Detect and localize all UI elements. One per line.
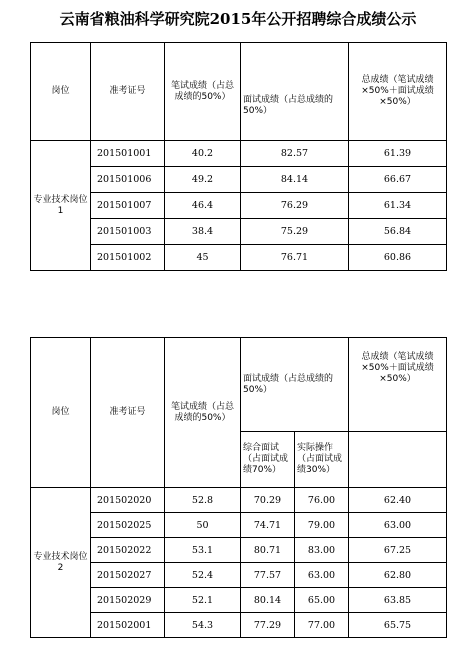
composite-interview-cell: 77.57	[241, 563, 295, 588]
composite-interview-cell: 80.14	[241, 588, 295, 613]
exam-number-cell: 201501003	[91, 219, 165, 245]
table-row	[31, 613, 447, 638]
interview-score-cell: 75.29	[241, 219, 349, 245]
exam-number-cell: 201502022	[91, 538, 165, 563]
table-row	[31, 245, 447, 271]
table-row	[31, 513, 447, 538]
written-score-cell: 53.1	[165, 538, 241, 563]
total-score-cell: 60.86	[349, 245, 447, 271]
table-row	[31, 588, 447, 613]
table-row	[31, 488, 447, 513]
composite-interview-cell: 74.71	[241, 513, 295, 538]
written-score-cell: 52.1	[165, 588, 241, 613]
exam-number-cell: 201501001	[91, 141, 165, 167]
score-table-post-1	[30, 42, 447, 271]
table-row	[31, 141, 447, 167]
table-row	[31, 538, 447, 563]
total-score-cell: 61.39	[349, 141, 447, 167]
header-practical-operation: 实际操作（占面试成绩30%）	[295, 432, 349, 488]
written-score-cell: 38.4	[165, 219, 241, 245]
header-total-score: 总成绩（笔试成绩×50%＋面试成绩×50%）	[349, 43, 447, 141]
written-score-cell: 52.4	[165, 563, 241, 588]
written-score-cell: 45	[165, 245, 241, 271]
header-interview-score: 面试成绩（占总成绩的50%）	[241, 43, 349, 141]
header-position: 岗位	[31, 338, 91, 488]
total-score-cell: 62.40	[349, 488, 447, 513]
header-total-blank	[349, 432, 447, 488]
table-row	[31, 193, 447, 219]
composite-interview-cell: 80.71	[241, 538, 295, 563]
interview-score-cell: 82.57	[241, 141, 349, 167]
written-score-cell: 54.3	[165, 613, 241, 638]
total-score-cell: 56.84	[349, 219, 447, 245]
composite-interview-cell: 70.29	[241, 488, 295, 513]
header-exam-number: 准考证号	[91, 338, 165, 488]
practical-operation-cell: 79.00	[295, 513, 349, 538]
interview-score-cell: 76.29	[241, 193, 349, 219]
practical-operation-cell: 77.00	[295, 613, 349, 638]
total-score-cell: 67.25	[349, 538, 447, 563]
exam-number-cell: 201502025	[91, 513, 165, 538]
total-score-cell: 62.80	[349, 563, 447, 588]
header-written-score: 笔试成绩（占总成绩的50%）	[165, 43, 241, 141]
position-cell: 专业技术岗位1	[31, 141, 91, 271]
header-total-score: 总成绩（笔试成绩×50%＋面试成绩×50%）	[349, 338, 447, 432]
total-score-cell: 63.00	[349, 513, 447, 538]
written-score-cell: 50	[165, 513, 241, 538]
exam-number-cell: 201502027	[91, 563, 165, 588]
written-score-cell: 40.2	[165, 141, 241, 167]
exam-number-cell: 201501006	[91, 167, 165, 193]
exam-number-cell: 201501002	[91, 245, 165, 271]
practical-operation-cell: 63.00	[295, 563, 349, 588]
total-score-cell: 66.67	[349, 167, 447, 193]
score-table-post-2	[30, 337, 447, 638]
practical-operation-cell: 65.00	[295, 588, 349, 613]
written-score-cell: 52.8	[165, 488, 241, 513]
table-header-row	[31, 43, 447, 141]
header-composite-interview: 综合面试（占面试成绩70%）	[241, 432, 295, 488]
written-score-cell: 46.4	[165, 193, 241, 219]
written-score-cell: 49.2	[165, 167, 241, 193]
interview-score-cell: 84.14	[241, 167, 349, 193]
exam-number-cell: 201502029	[91, 588, 165, 613]
table-row	[31, 219, 447, 245]
table-header-row	[31, 338, 447, 432]
composite-interview-cell: 77.29	[241, 613, 295, 638]
practical-operation-cell: 76.00	[295, 488, 349, 513]
interview-score-cell: 76.71	[241, 245, 349, 271]
page-title: 云南省粮油科学研究院2015年公开招聘综合成绩公示	[59, 10, 417, 28]
exam-number-cell: 201501007	[91, 193, 165, 219]
total-score-cell: 63.85	[349, 588, 447, 613]
header-interview-score: 面试成绩（占总成绩的50%）	[241, 338, 349, 432]
practical-operation-cell: 83.00	[295, 538, 349, 563]
table-row	[31, 563, 447, 588]
header-written-score: 笔试成绩（占总成绩的50%）	[165, 338, 241, 488]
position-cell: 专业技术岗位2	[31, 488, 91, 638]
exam-number-cell: 201502020	[91, 488, 165, 513]
total-score-cell: 61.34	[349, 193, 447, 219]
exam-number-cell: 201502001	[91, 613, 165, 638]
table-row	[31, 167, 447, 193]
total-score-cell: 65.75	[349, 613, 447, 638]
header-position: 岗位	[31, 43, 91, 141]
header-exam-number: 准考证号	[91, 43, 165, 141]
